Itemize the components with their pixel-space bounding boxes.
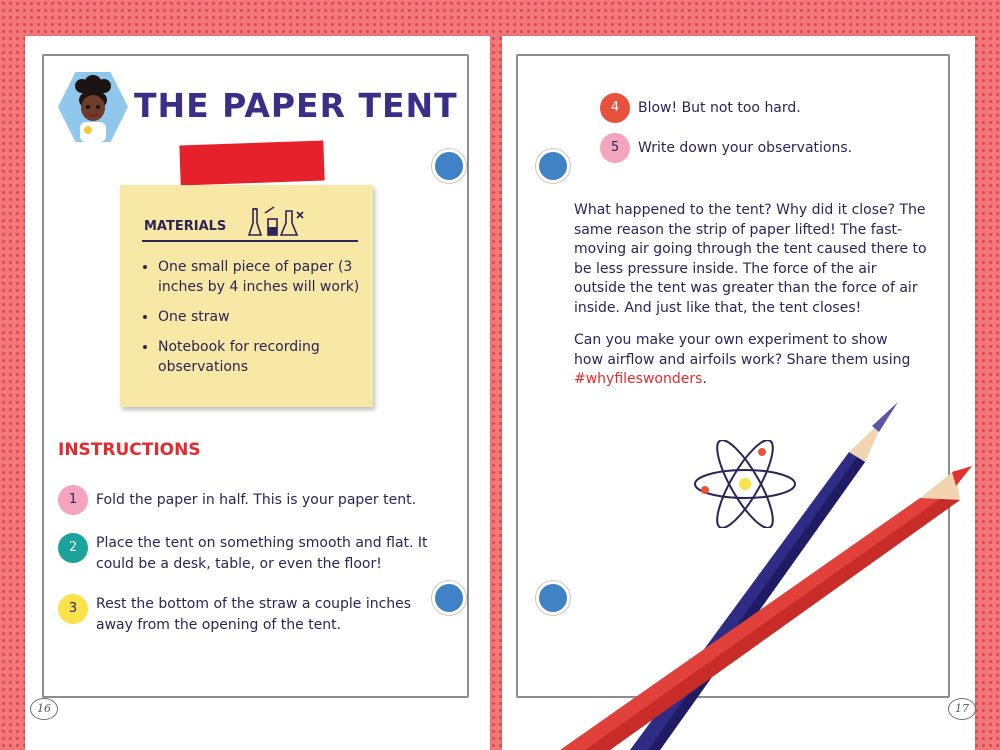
materials-heading: MATERIALS — [144, 219, 227, 234]
page-number: 17 — [948, 698, 976, 720]
materials-item: • One straw — [158, 307, 373, 327]
materials-item: • Notebook for recording observations — [158, 337, 373, 377]
step-text: Blow! But not too hard. — [638, 100, 801, 116]
instruction-step — [600, 133, 960, 163]
page-title: THE PAPER TENT — [134, 86, 458, 125]
pencils-illustration — [560, 400, 980, 750]
step-text: Rest the bottom of the straw a couple inches away from the opening of the tent. — [96, 596, 412, 633]
red-pencil — [560, 466, 972, 750]
red-tape — [179, 140, 324, 185]
instruction-step — [600, 93, 960, 123]
materials-divider — [142, 240, 358, 242]
step-number: 1 — [58, 485, 88, 515]
step-text: Fold the paper in half. This is your paper tent. — [96, 492, 417, 508]
instruction-step — [58, 533, 438, 575]
call-to-action-text: Can you make your own experiment to show how airflow and airfoils work? Share them using — [574, 332, 911, 368]
binder-hole — [536, 149, 570, 183]
binder-hole — [432, 149, 466, 183]
materials-note — [120, 185, 373, 407]
step-number: 3 — [58, 594, 88, 624]
instruction-step — [58, 594, 438, 636]
step-number: 5 — [600, 133, 630, 163]
step-number: 4 — [600, 93, 630, 123]
page-number: 16 — [30, 698, 58, 720]
step-text: Place the tent on something smooth and flat. It could be a desk, table, or even the floor! — [96, 535, 428, 572]
instruction-step — [58, 485, 438, 515]
step-number: 2 — [58, 533, 88, 563]
materials-item: • One small piece of paper (3 inches by 4 inches will work) — [158, 257, 373, 297]
call-to-action-paragraph — [574, 331, 914, 390]
hashtag-link[interactable]: #whyfileswonders — [574, 371, 703, 387]
step-text: Write down your observations. — [638, 140, 853, 156]
instructions-heading: INSTRUCTIONS — [58, 440, 201, 460]
materials-list — [144, 257, 373, 387]
lab-flasks-icon — [248, 205, 304, 239]
hashtag-suffix: . — [702, 371, 707, 387]
explanation-paragraph: What happened to the tent? Why did it close? The same reason the strip of paper lifted! The fast-moving air going through the tent caused there to be less pressure inside. The force of the air outside the tent was greater than the force of air inside. And just like that, the tent closes! — [574, 202, 927, 316]
